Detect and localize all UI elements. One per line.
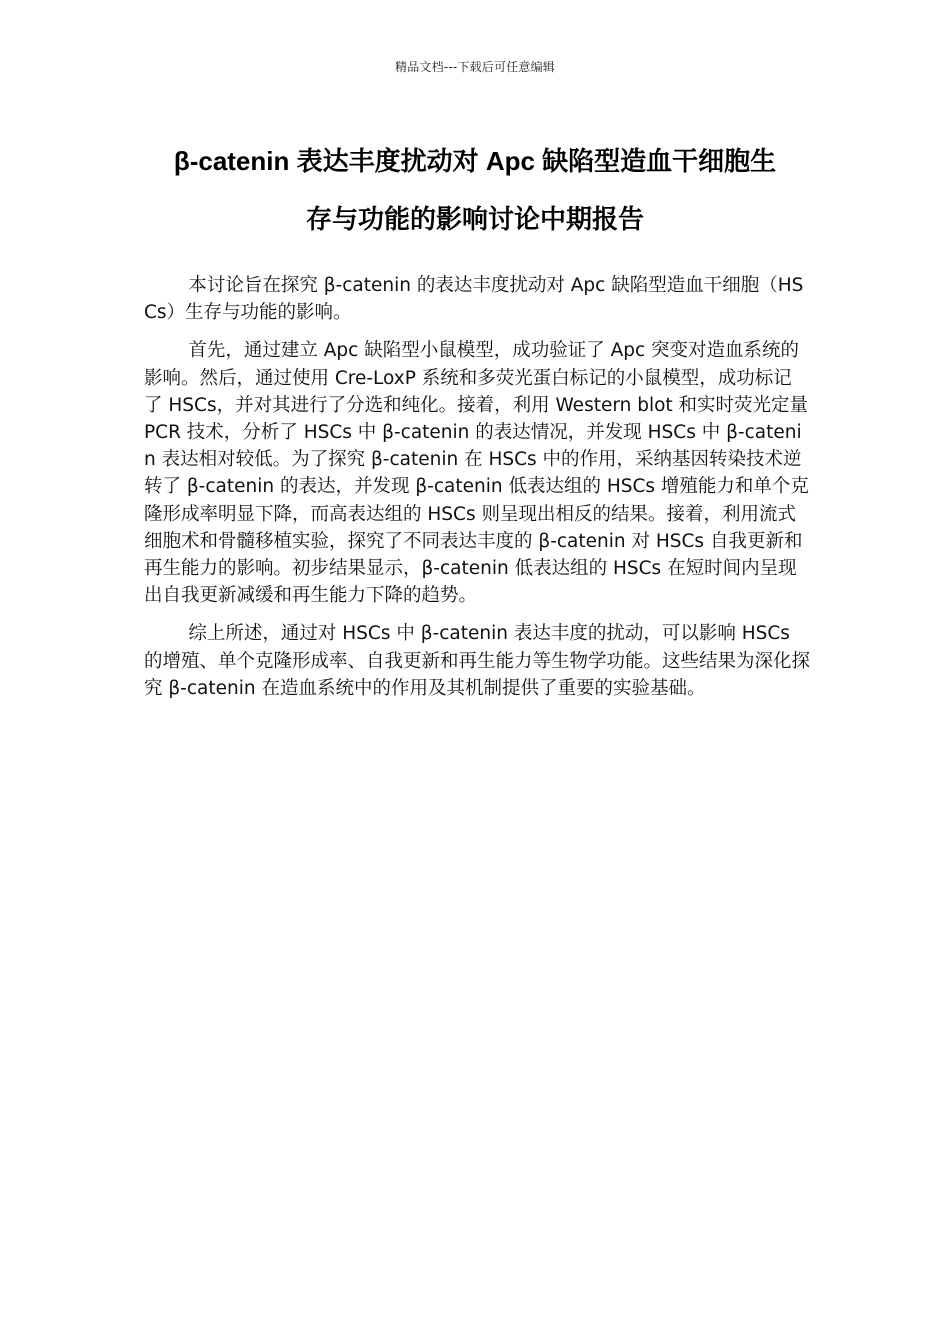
paragraph-intro: 本讨论旨在探究 β-catenin 的表达丰度扰动对 Apc 缺陷型造血干细胞（HSCs）生存与功能的影响。 xyxy=(144,275,804,324)
document-body xyxy=(144,272,810,713)
document-title xyxy=(120,132,830,248)
title-line-2: 存与功能的影响讨论中期报告 xyxy=(305,204,644,234)
paragraph-methods-results: 首先，通过建立 Apc 缺陷型小鼠模型，成功验证了 Apc 突变对造血系统的影响。然后，通过使用 Cre-LoxP 系统和多荧光蛋白标记的小鼠模型，成功标记了 HSCs，并对其进行了分选和纯化。接着，利用 Western blot 和实时荧光定量 PCR 技术，分析了 HSCs 中 β-catenin 的表达情况，并发现 HSCs 中 β-catenin 表达相对较低。为了探究 β-catenin 在 HSCs 中的作用，采纳基因转染技术逆转了 β-catenin 的表达，并发现 β-catenin 低表达组的 HSCs 增殖能力和单个克隆形成率明显下降，而高表达组的 HSCs 则呈现出相反的结果。接着，利用流式细胞术和骨髓移植实验，探究了不同表达丰度的 β-catenin 对 HSCs 自我更新和再生能力的影响。初步结果显示，β-catenin 低表达组的 HSCs 在短时间内呈现出自我更新减缓和再生能力下降的趋势。 xyxy=(144,340,809,607)
paragraph-conclusion: 综上所述，通过对 HSCs 中 β-catenin 表达丰度的扰动，可以影响 HSCs 的增殖、单个克隆形成率、自我更新和再生能力等生物学功能。这些结果为深化探究 β-catenin 在造血系统中的作用及其机制提供了重要的实验基础。 xyxy=(144,623,811,699)
title-line-1: β-catenin 表达丰度扰动对 Apc 缺陷型造血干细胞生 xyxy=(173,146,777,176)
header-note: 精品文档---下载后可任意编辑 xyxy=(395,60,555,74)
